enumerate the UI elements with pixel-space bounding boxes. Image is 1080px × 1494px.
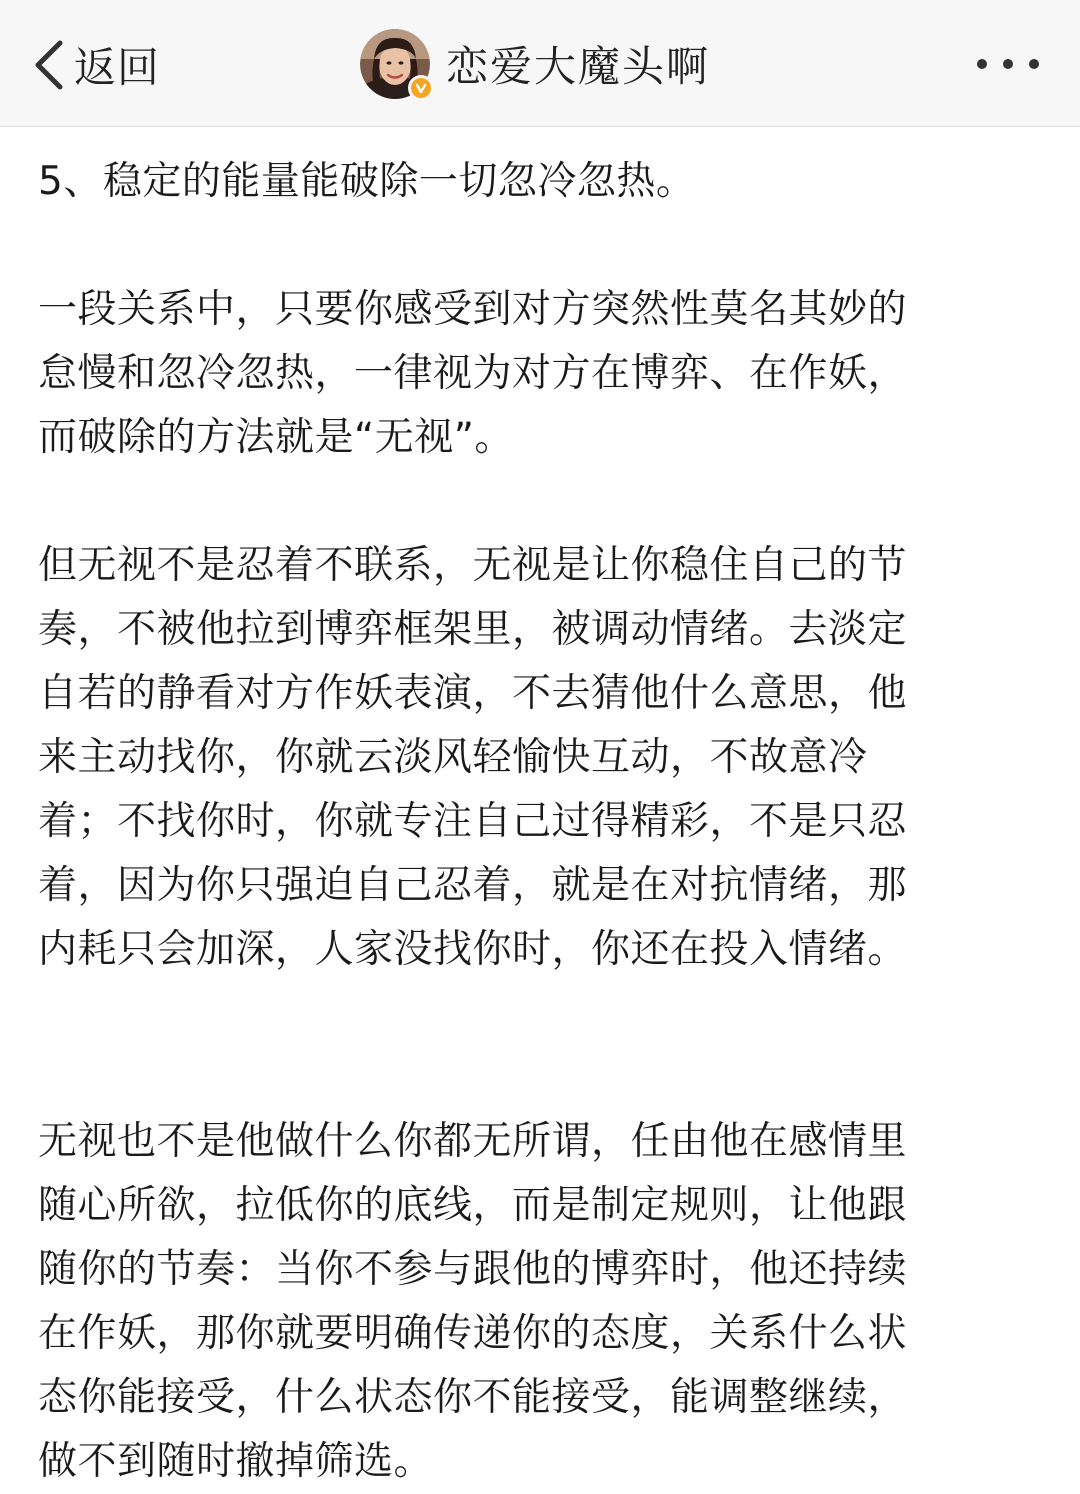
- more-button[interactable]: [972, 46, 1044, 82]
- nav-bar: [0, 0, 1080, 127]
- post-paragraph-2: 但无视不是忍着不联系，无视是让你稳住自己的节 奏，不被他拉到博弈框架里，被调动情绪。去淡定 自若的静看对方作妖表演，不去猜他什么意思，他 来主动找你，你就云淡风轻愉快互动，不故意冷 着；不找你时，你就专注自己过得精彩，不是只忍 着，因为你只强迫自己忍着，就是在对抗情绪，那 内耗只会加深，人家没找你时，你还在投入情绪。: [38, 543, 908, 972]
- avatar[interactable]: [360, 29, 430, 99]
- username[interactable]: 恋爱大魔头啊: [446, 42, 711, 91]
- back-button[interactable]: [30, 33, 160, 97]
- post-paragraph-3: 无视也不是他做什么你都无所谓，任由他在感情里 随心所欲，拉低你的底线，而是制定规则，让他跟 随你的节奏：当你不参与跟他的博弈时，他还持续 在作妖，那你就要明确传递你的态度，关系什么状 态你能接受，什么状态你不能接受，能调整继续， 做不到随时撤掉筛选。: [38, 1119, 908, 1484]
- verified-badge-icon: [408, 75, 434, 101]
- back-label: 返回: [74, 43, 161, 92]
- post-paragraph-1: 一段关系中，只要你感受到对方突然性莫名其妙的 怠慢和忽冷忽热，一律视为对方在博弈、在作妖， 而破除的方法就是“无视”。: [38, 287, 908, 460]
- chevron-left-icon: [30, 35, 68, 95]
- more-horizontal-icon: [972, 46, 1044, 82]
- post-heading: 5、稳定的能量能破除一切忽冷忽热。: [38, 159, 696, 204]
- post-body: [38, 150, 1038, 1494]
- author-profile[interactable]: [360, 28, 710, 100]
